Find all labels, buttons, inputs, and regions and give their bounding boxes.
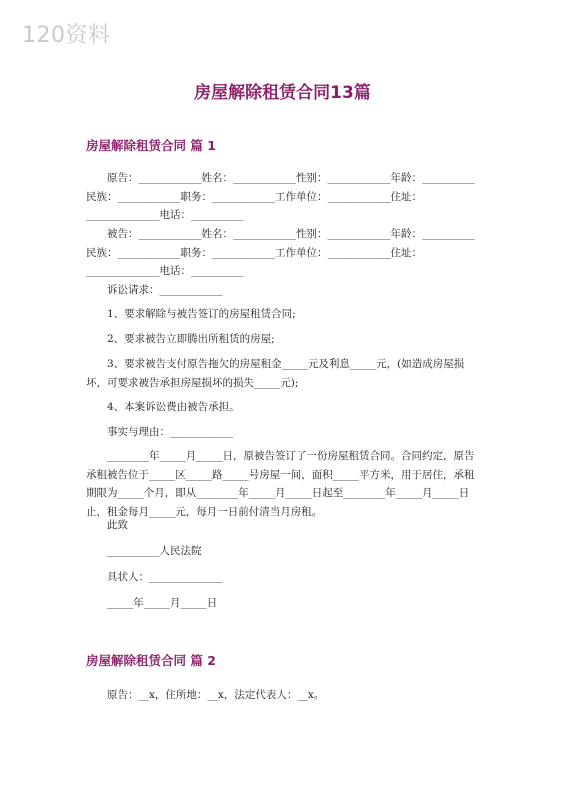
closing-salutation: 此致 — [86, 519, 128, 531]
plaintiff-info: 原告：____________姓名：____________性别：____________年龄：__________民族：____________职务：____________工作单位：____________住址：______________电话：__________ — [86, 172, 475, 221]
claim-item-1: 1、要求解除与被告签订的房屋租赁合同; — [86, 308, 296, 320]
claims-label: 诉讼请求：____________ — [86, 284, 223, 296]
section-heading-2: 房屋解除租赁合同 篇 2 — [86, 653, 216, 668]
claim-item-3: 3、要求被告支付原告拖欠的房屋租金_____元及利息_____元，(如造成房屋损坏，可要求被告承担房屋损坏的损失_____元); — [86, 358, 465, 389]
watermark: 120资料 — [22, 23, 111, 48]
section-heading-1: 房屋解除租赁合同 篇 1 — [86, 138, 216, 153]
facts-body: ________年_____月_____日，原被告签订了一份房屋租赁合同。合同约定，原告承租被告位于_____区_____路_____号房屋一间，面积_____平方米，用于居住，承租期限为_____个月，即从________年_____月_____日起至________年_____月_____日止，租金每月_____元，每月一日前付清当月房租。 — [86, 450, 475, 518]
defendant-info: 被告：____________姓名：____________性别：____________年龄：__________民族：____________职务：____________工作单位：____________住址：______________电话：__________ — [86, 228, 475, 277]
claim-item-2: 2、要求被告立即腾出所租赁的房屋; — [86, 333, 275, 345]
claim-item-4: 4、本案诉讼费由被告承担。 — [86, 401, 240, 413]
document-title: 房屋解除租赁合同13篇 — [194, 83, 371, 103]
section2-first-line: 原告：__x，住所地：__x，法定代表人：__x。 — [86, 689, 325, 701]
signer-line: 具状人：______________ — [86, 571, 223, 583]
date-line: _____年_____月_____日 — [86, 597, 218, 609]
court-name: __________人民法院 — [86, 545, 202, 557]
facts-label: 事实与理由：____________ — [86, 426, 233, 438]
